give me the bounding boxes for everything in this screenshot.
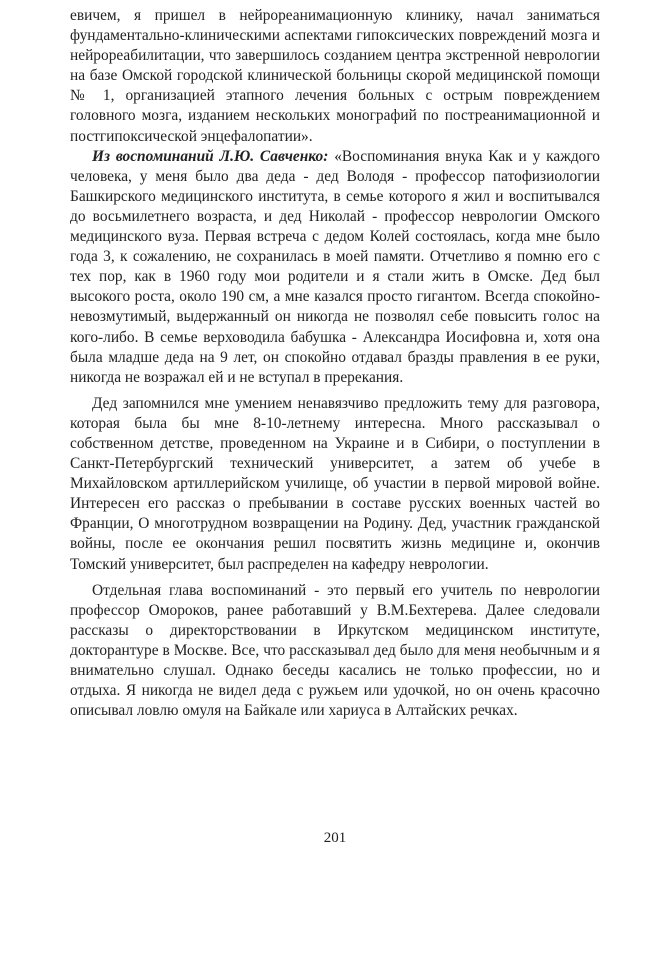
page-number: 201 — [323, 830, 347, 846]
paragraph-4: Отдельная глава воспоминаний - это первый его учитель по неврологии профессор Омороков, ранее работавший у В.М.Бехтерева. Далее следовали рассказы о директорствовании в Иркутском медицинском институте, докторантуре в Москве. Все, что рассказывал дед было для меня необычным и я внимательно слушал. Однако беседы касались не только профессии, но и отдыха. Я никогда не видел деда с ружьем или удочкой, но он очень красочно описывал ловлю омуля на Байкале или хариуса в Алтайских речках. — [70, 581, 600, 720]
attribution: Из воспоминаний Л.Ю. Савченко: — [92, 147, 329, 165]
paragraph-3: Дед запомнился мне умением ненавязчиво предложить тему для разговора, которая была бы мне 8-10-летнему интересна. Много рассказывал о собственном детстве, проведенном на Украине и в Сибири, о поступлении в Санкт-Петербургский технический университет, а затем об учебе в Михайловском артиллерийском училище, об участии в первой мировой войне. Интересен его рассказ о пребывании в составе русских военных частей во Франции, О многотрудном возвращении на Родину. Дед, участник гражданской войны, после ее окончания решил посвятить жизнь медицине и, окончив Томский университет, был распределен на кафедру неврологии. — [70, 394, 600, 573]
paragraph-1: евичем, я пришел в нейрореанимационную клинику, начал заниматься фундаментально-клиническими аспектами гипоксических повреждений мозга и нейрореабилитации, что завершилось созданием центра экстренной неврологии на базе Омской городской клинической больницы скорой медицинской помощи № 1, организацией этапного лечения больных с острым повреждением головного мозга, изданием нескольких монографий по постреанимационной и постгипоксической энцефалопатии». — [70, 7, 600, 145]
paragraph-2-text: «Воспоминания внука Как и у каждого человека, у меня было два деда - дед Володя - профессор патофизиологии Башкирского медицинского института, в семье которого я жил и воспитывался до восьмилетнего возраста, и дед Николай - профессор неврологии Омского медицинского вуза. Первая встреча с дедом Колей состоялась, когда мне было года 3, к сожалению, не сохранилась в моей памяти. Отчетливо я помню его с тех пор, как в 1960 году мои родители и я стали жить в Омске. Дед был высокого роста, около 190 см, а мне казался просто гигантом. Всегда спокойно-невозмутимый, выдержанный он никогда не позволял себе повысить голос на кого-либо. В семье верховодила бабушка - Александра Иосифовна и, хотя она была младше деда на 9 лет, он спокойно отдавал бразды правления в ее руки, никогда не возражал ей и не вступал в пререкания. — [70, 147, 600, 386]
paragraph-2 — [70, 147, 600, 388]
document-page — [70, 6, 600, 721]
